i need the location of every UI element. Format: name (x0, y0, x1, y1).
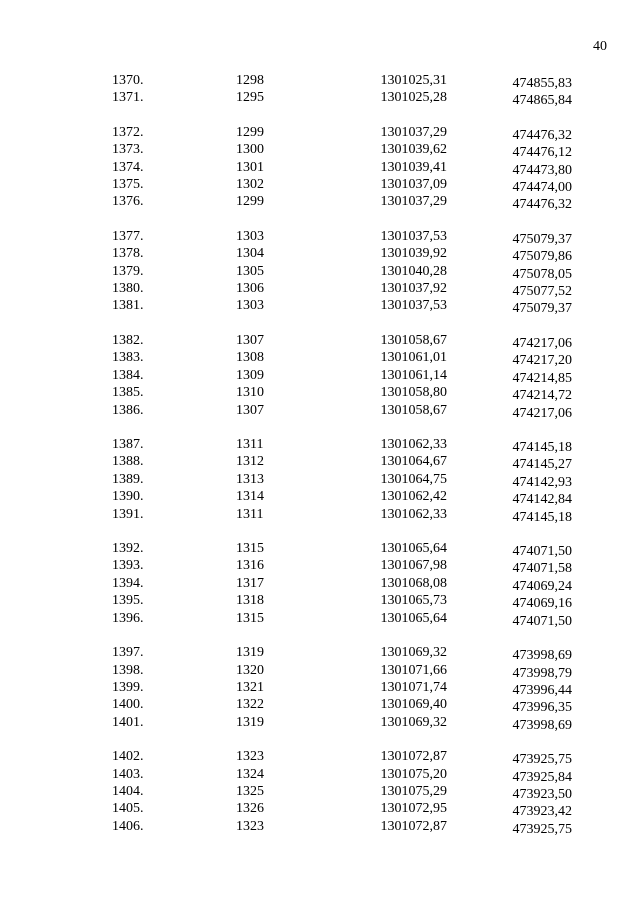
row-index: 1403. (112, 766, 144, 782)
row-index: 1389. (112, 471, 144, 487)
coordinate-y: 474865,84 (512, 93, 572, 109)
row-index: 1370. (112, 73, 144, 88)
coordinate-x: 1301065,64 (380, 541, 447, 557)
coordinate-y: 475079,37 (512, 301, 572, 317)
row-index: 1376. (112, 194, 144, 210)
row-index: 1395. (112, 593, 144, 609)
table-row (0, 471, 640, 488)
table-row (0, 263, 640, 280)
coordinate-y: 474476,32 (512, 127, 572, 143)
table-row (0, 453, 640, 473)
row-group (0, 436, 640, 523)
row-index: 1400. (112, 697, 144, 713)
point-number: 1311 (236, 506, 264, 522)
row-index: 1398. (112, 662, 144, 678)
point-number: 1319 (236, 714, 264, 730)
point-number: 1311 (236, 437, 264, 453)
coordinate-y: 474145,18 (512, 440, 572, 456)
coordinate-y: 474071,50 (512, 613, 572, 629)
point-number: 1309 (236, 367, 264, 383)
point-number: 1316 (236, 558, 264, 574)
coordinate-x: 1301062,42 (380, 489, 447, 505)
table-row (0, 696, 640, 716)
coordinate-x: 1301064,75 (380, 471, 447, 487)
row-index: 1388. (112, 454, 144, 470)
coordinate-x: 1301075,20 (380, 766, 447, 782)
row-index: 1374. (112, 159, 144, 175)
coordinate-y: 473998,69 (512, 648, 572, 664)
table-row (0, 124, 640, 141)
coordinate-x: 1301039,41 (380, 159, 447, 175)
row-index: 1380. (112, 281, 144, 297)
coordinate-y: 474217,06 (512, 405, 572, 421)
table-row (0, 679, 640, 696)
point-number: 1319 (236, 645, 264, 661)
coordinate-x: 1301062,33 (380, 506, 447, 522)
point-number: 1310 (236, 385, 264, 401)
point-number: 1320 (236, 662, 264, 678)
point-number: 1314 (236, 489, 264, 505)
row-index: 1393. (112, 558, 144, 574)
coordinate-x: 1301039,92 (380, 246, 447, 262)
table-row (0, 367, 640, 384)
coordinate-x: 1301037,09 (380, 177, 447, 193)
coordinate-x: 1301064,67 (380, 454, 447, 470)
coordinate-x: 1301069,40 (380, 697, 447, 713)
table-row (0, 592, 640, 612)
coordinate-x: 1301040,28 (380, 263, 447, 279)
row-index: 1401. (112, 714, 144, 730)
row-group (0, 124, 640, 211)
table-row (0, 783, 640, 800)
row-group (0, 644, 640, 731)
coordinate-x: 1301069,32 (380, 714, 447, 730)
table-row (0, 89, 640, 109)
row-index: 1399. (112, 679, 144, 695)
coordinate-x: 1301072,87 (380, 818, 447, 834)
row-index: 1375. (112, 177, 144, 193)
coordinate-x: 1301039,62 (380, 142, 447, 158)
point-number: 1312 (236, 454, 264, 470)
coordinate-x: 1301058,80 (380, 385, 447, 401)
coordinate-y: 474214,85 (512, 370, 572, 386)
coordinate-y: 474142,93 (512, 474, 572, 490)
point-number: 1307 (236, 402, 264, 418)
row-index: 1387. (112, 437, 144, 453)
coordinate-x: 1301071,66 (380, 662, 447, 678)
point-number: 1323 (236, 749, 264, 765)
point-number: 1323 (236, 818, 264, 834)
coordinate-x: 1301067,98 (380, 558, 447, 574)
point-number: 1303 (236, 298, 264, 314)
table-row (0, 245, 640, 265)
coordinate-x: 1301061,14 (380, 367, 447, 383)
table-row (0, 332, 640, 349)
point-number: 1317 (236, 575, 264, 591)
coordinate-y: 474145,18 (512, 509, 572, 525)
coordinate-y: 473923,42 (512, 804, 572, 820)
table-row (0, 557, 640, 577)
coordinate-x: 1301062,33 (380, 437, 447, 453)
row-index: 1383. (112, 350, 144, 366)
table-row (0, 818, 640, 835)
coordinate-y: 474214,72 (512, 388, 572, 404)
table-row (0, 349, 640, 369)
coordinate-x: 1301069,32 (380, 645, 447, 661)
coordinate-x: 1301065,64 (380, 610, 447, 626)
point-number: 1299 (236, 124, 264, 140)
coordinate-y: 475079,86 (512, 249, 572, 265)
coordinate-y: 474474,00 (512, 180, 572, 196)
coordinate-x: 1301037,92 (380, 281, 447, 297)
point-number: 1326 (236, 801, 264, 817)
table-row (0, 748, 640, 768)
row-index: 1371. (112, 90, 144, 106)
table-row (0, 176, 640, 196)
row-index: 1406. (112, 818, 144, 834)
row-index: 1377. (112, 228, 144, 244)
coordinate-x: 1301058,67 (380, 332, 447, 348)
coordinate-y: 474476,32 (512, 197, 572, 213)
table-row (0, 506, 640, 523)
coordinate-x: 1301072,87 (380, 749, 447, 765)
coordinate-y: 473998,69 (512, 717, 572, 733)
table-row (0, 800, 640, 820)
point-number: 1298 (236, 73, 264, 88)
table-row (0, 766, 640, 783)
point-number: 1325 (236, 783, 264, 799)
coordinate-x: 1301061,01 (380, 350, 447, 366)
row-index: 1390. (112, 489, 144, 505)
row-index: 1391. (112, 506, 144, 522)
row-group (0, 72, 640, 107)
table-row (0, 141, 640, 161)
coordinate-y: 473923,50 (512, 786, 572, 802)
row-index: 1396. (112, 610, 144, 626)
coordinate-x: 1301065,73 (380, 593, 447, 609)
point-number: 1307 (236, 332, 264, 348)
coordinate-y: 473996,35 (512, 700, 572, 716)
table-row (0, 384, 640, 404)
point-number: 1302 (236, 177, 264, 193)
coordinate-y: 474145,27 (512, 457, 572, 473)
coordinate-y: 474069,16 (512, 596, 572, 612)
coordinate-x: 1301025,31 (380, 73, 447, 88)
table-row (0, 644, 640, 664)
row-index: 1379. (112, 263, 144, 279)
table-row (0, 159, 640, 176)
point-number: 1305 (236, 263, 264, 279)
point-number: 1303 (236, 228, 264, 244)
table-row (0, 72, 640, 89)
table-row (0, 193, 640, 213)
coordinate-x: 1301071,74 (380, 679, 447, 695)
coordinate-x: 1301037,53 (380, 298, 447, 314)
coordinate-y: 475077,52 (512, 284, 572, 300)
coordinate-x: 1301072,95 (380, 801, 447, 817)
row-index: 1378. (112, 246, 144, 262)
table-row (0, 575, 640, 592)
coordinate-y: 475078,05 (512, 266, 572, 282)
row-group (0, 332, 640, 419)
coordinate-y: 474473,80 (512, 162, 572, 178)
coordinate-y: 475079,37 (512, 231, 572, 247)
coordinate-x: 1301025,28 (380, 90, 447, 106)
coordinate-y: 474071,58 (512, 561, 572, 577)
point-number: 1321 (236, 679, 264, 695)
coordinates-table (0, 72, 640, 852)
point-number: 1324 (236, 766, 264, 782)
row-index: 1386. (112, 402, 144, 418)
row-index: 1384. (112, 367, 144, 383)
point-number: 1299 (236, 194, 264, 210)
coordinate-y: 474476,12 (512, 145, 572, 161)
row-index: 1385. (112, 385, 144, 401)
coordinate-x: 1301075,29 (380, 783, 447, 799)
table-row (0, 228, 640, 245)
point-number: 1301 (236, 159, 264, 175)
point-number: 1315 (236, 541, 264, 557)
coordinate-x: 1301037,29 (380, 194, 447, 210)
point-number: 1318 (236, 593, 264, 609)
coordinate-y: 473925,84 (512, 769, 572, 785)
table-row (0, 488, 640, 508)
coordinate-y: 474855,83 (512, 76, 572, 91)
row-index: 1394. (112, 575, 144, 591)
point-number: 1315 (236, 610, 264, 626)
row-index: 1402. (112, 749, 144, 765)
point-number: 1306 (236, 281, 264, 297)
coordinate-y: 474217,06 (512, 335, 572, 351)
table-row (0, 610, 640, 627)
row-index: 1397. (112, 645, 144, 661)
coordinate-y: 473998,79 (512, 665, 572, 681)
coordinate-y: 473925,75 (512, 821, 572, 837)
point-number: 1322 (236, 697, 264, 713)
row-index: 1372. (112, 124, 144, 140)
point-number: 1313 (236, 471, 264, 487)
row-index: 1404. (112, 783, 144, 799)
coordinate-x: 1301068,08 (380, 575, 447, 591)
coordinate-y: 473996,44 (512, 682, 572, 698)
point-number: 1295 (236, 90, 264, 106)
coordinate-x: 1301037,53 (380, 228, 447, 244)
table-row (0, 297, 640, 317)
table-row (0, 714, 640, 731)
coordinate-y: 474142,84 (512, 492, 572, 508)
coordinate-y: 473925,75 (512, 752, 572, 768)
page-number: 40 (593, 39, 607, 54)
row-group (0, 748, 640, 835)
table-row (0, 662, 640, 679)
table-row (0, 436, 640, 456)
coordinate-y: 474071,50 (512, 544, 572, 560)
row-group (0, 540, 640, 627)
row-index: 1405. (112, 801, 144, 817)
row-index: 1373. (112, 142, 144, 158)
row-index: 1381. (112, 298, 144, 314)
point-number: 1300 (236, 142, 264, 158)
coordinate-y: 474069,24 (512, 578, 572, 594)
table-row (0, 280, 640, 300)
row-group (0, 228, 640, 315)
point-number: 1308 (236, 350, 264, 366)
coordinate-x: 1301037,29 (380, 124, 447, 140)
coordinate-y: 474217,20 (512, 353, 572, 369)
table-row (0, 540, 640, 560)
table-row (0, 402, 640, 419)
row-index: 1392. (112, 541, 144, 557)
row-index: 1382. (112, 332, 144, 348)
coordinate-x: 1301058,67 (380, 402, 447, 418)
point-number: 1304 (236, 246, 264, 262)
